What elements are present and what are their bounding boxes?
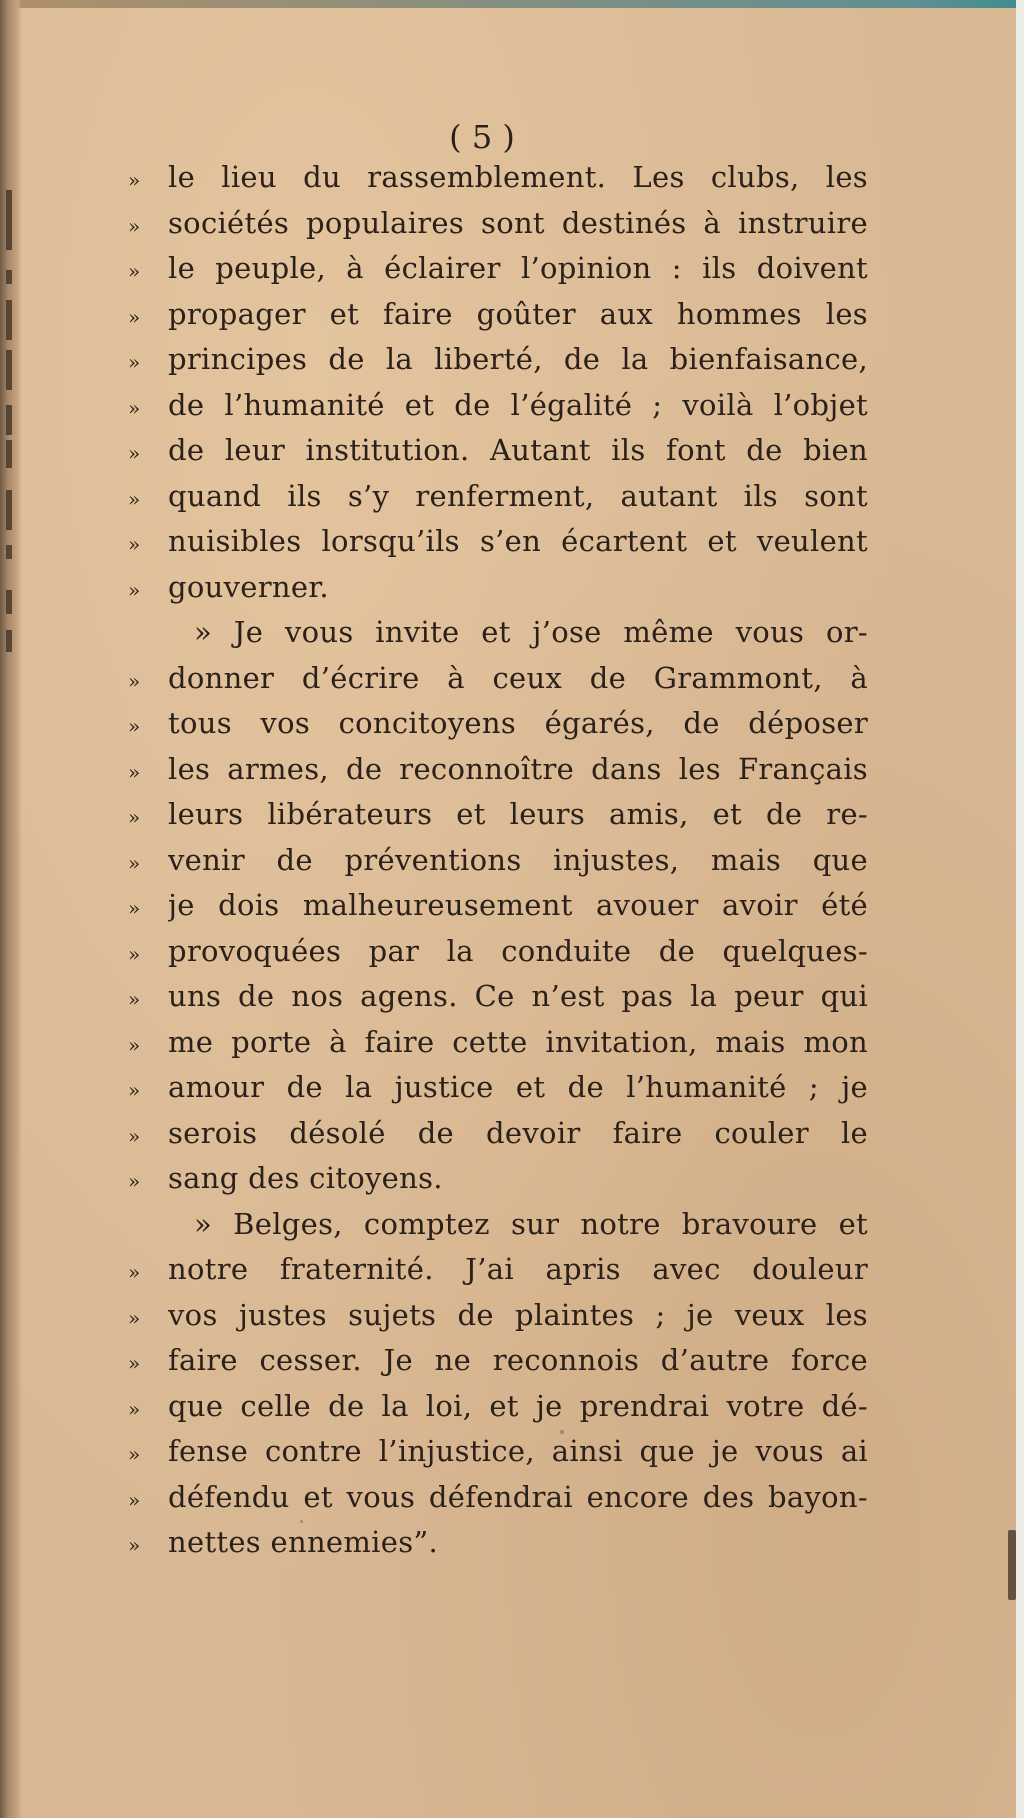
top-edge xyxy=(0,0,1024,8)
quotation-mark: » xyxy=(128,1078,141,1102)
gutter-mark xyxy=(6,190,12,250)
text-line xyxy=(128,1161,868,1207)
gutter-mark xyxy=(6,545,12,559)
line-text: le lieu du rassemblement. Les clubs, les xyxy=(168,160,868,194)
line-text: de l’humanité et de l’égalité ; voilà l’objet xyxy=(168,387,868,422)
line-text: notre fraternité. J’ai apris avec douleur xyxy=(168,1252,868,1286)
text-line xyxy=(128,160,868,206)
quotation-mark: » xyxy=(128,486,141,511)
quotation-mark: » xyxy=(128,759,141,784)
text-line xyxy=(128,1252,868,1298)
quotation-mark: » xyxy=(128,304,141,329)
quotation-mark: » xyxy=(128,1260,141,1284)
text-line xyxy=(128,1207,868,1253)
gutter-mark xyxy=(6,440,12,468)
quotation-mark: » xyxy=(128,1487,141,1512)
page-number: ( 5 ) xyxy=(449,118,515,156)
body-text xyxy=(128,160,868,1571)
quotation-mark: » xyxy=(128,987,141,1011)
quotation-mark: » xyxy=(128,1305,141,1330)
line-text: me porte à faire cette invitation, mais mon xyxy=(168,1024,868,1059)
line-text: venir de préventions injustes, mais que xyxy=(168,842,868,877)
line-text: sang des citoyens. xyxy=(168,1161,443,1195)
quotation-mark: » xyxy=(128,668,141,693)
text-line xyxy=(128,388,868,434)
text-line xyxy=(128,479,868,525)
text-line xyxy=(128,1070,868,1116)
line-text: nuisibles lorsqu’ils s’en écartent et veulent xyxy=(168,524,868,558)
text-line xyxy=(128,206,868,252)
text-line xyxy=(128,979,868,1025)
gutter-mark xyxy=(6,630,12,652)
quotation-mark: » xyxy=(128,714,141,738)
quotation-mark: » xyxy=(128,850,141,875)
gutter-mark xyxy=(6,270,12,284)
quotation-mark: » xyxy=(128,395,141,420)
text-line xyxy=(128,1298,868,1344)
quotation-mark: » xyxy=(128,577,141,602)
text-line xyxy=(128,1389,868,1435)
gutter-mark xyxy=(6,405,12,435)
line-text: gouverner. xyxy=(168,569,329,604)
text-line xyxy=(128,615,868,661)
text-line xyxy=(128,251,868,297)
quotation-mark: » xyxy=(128,1169,141,1193)
text-line xyxy=(128,888,868,934)
text-line xyxy=(128,433,868,479)
gutter-mark xyxy=(6,590,12,614)
quotation-mark: » xyxy=(128,941,141,966)
quotation-mark: » xyxy=(128,1442,141,1466)
paper-speck xyxy=(300,1520,303,1523)
text-line xyxy=(128,1116,868,1162)
text-line xyxy=(128,752,868,798)
line-text: défendu et vous défendrai encore des bayon- xyxy=(168,1479,868,1514)
text-line xyxy=(128,342,868,388)
line-text: fense contre l’injustice, ainsi que je vous ai xyxy=(168,1434,868,1468)
text-line xyxy=(128,934,868,980)
line-text: les armes, de reconnoître dans les Français xyxy=(168,751,868,786)
line-text: sociétés populaires sont destinés à instruire xyxy=(168,205,868,240)
text-line xyxy=(128,1480,868,1526)
line-text: donner d’écrire à ceux de Grammont, à xyxy=(168,660,868,695)
quotation-mark: » xyxy=(128,1032,141,1057)
line-text: vos justes sujets de plaintes ; je veux les xyxy=(168,1297,868,1332)
text-line xyxy=(128,1025,868,1071)
text-line xyxy=(128,524,868,570)
line-text: serois désolé de devoir faire couler le xyxy=(168,1115,868,1150)
gutter-mark xyxy=(6,350,12,390)
paper-blemish xyxy=(1008,1530,1016,1600)
line-text: » Je vous invite et j’ose même vous or- xyxy=(194,615,868,649)
text-line xyxy=(128,1343,868,1389)
quotation-mark: » xyxy=(128,259,141,283)
line-text: tous vos concitoyens égarés, de déposer xyxy=(168,706,868,740)
line-text: » Belges, comptez sur notre bravoure et xyxy=(194,1206,868,1241)
text-line xyxy=(128,797,868,843)
paper-speck xyxy=(560,1430,564,1434)
line-text: principes de la liberté, de la bienfaisance, xyxy=(168,342,868,376)
quotation-mark: » xyxy=(128,1533,141,1557)
text-line xyxy=(128,1525,868,1571)
line-text: le peuple, à éclairer l’opinion : ils doivent xyxy=(168,251,868,285)
text-line xyxy=(128,706,868,752)
text-line xyxy=(128,843,868,889)
gutter-mark xyxy=(6,300,12,340)
text-line xyxy=(128,1434,868,1480)
line-text: que celle de la loi, et je prendrai votre dé- xyxy=(168,1388,868,1423)
binding-gutter xyxy=(0,0,22,1818)
quotation-mark: » xyxy=(128,896,141,920)
quotation-mark: » xyxy=(128,168,141,192)
text-line xyxy=(128,661,868,707)
gutter-mark xyxy=(6,490,12,530)
line-text: provoquées par la conduite de quelques- xyxy=(168,933,868,968)
quotation-mark: » xyxy=(128,532,141,556)
line-text: quand ils s’y renferment, autant ils sont xyxy=(168,478,868,513)
line-text: nettes ennemies”. xyxy=(168,1525,439,1559)
line-text: amour de la justice et de l’humanité ; je xyxy=(168,1070,868,1104)
quotation-mark: » xyxy=(128,1396,141,1421)
text-line xyxy=(128,570,868,616)
quotation-mark: » xyxy=(128,213,141,238)
line-text: faire cesser. Je ne reconnois d’autre force xyxy=(168,1343,868,1377)
quotation-mark: » xyxy=(128,805,141,829)
line-text: je dois malheureusement avouer avoir été xyxy=(168,888,868,922)
quotation-mark: » xyxy=(128,1123,141,1148)
quotation-mark: » xyxy=(128,350,141,374)
quotation-mark: » xyxy=(128,1351,141,1375)
line-text: propager et faire goûter aux hommes les xyxy=(168,296,868,331)
line-text: uns de nos agens. Ce n’est pas la peur qui xyxy=(168,979,868,1013)
right-edge xyxy=(1016,0,1024,1818)
line-text: de leur institution. Autant ils font de bien xyxy=(168,433,868,467)
text-line xyxy=(128,297,868,343)
quotation-mark: » xyxy=(128,441,141,465)
line-text: leurs libérateurs et leurs amis, et de re- xyxy=(168,797,868,831)
